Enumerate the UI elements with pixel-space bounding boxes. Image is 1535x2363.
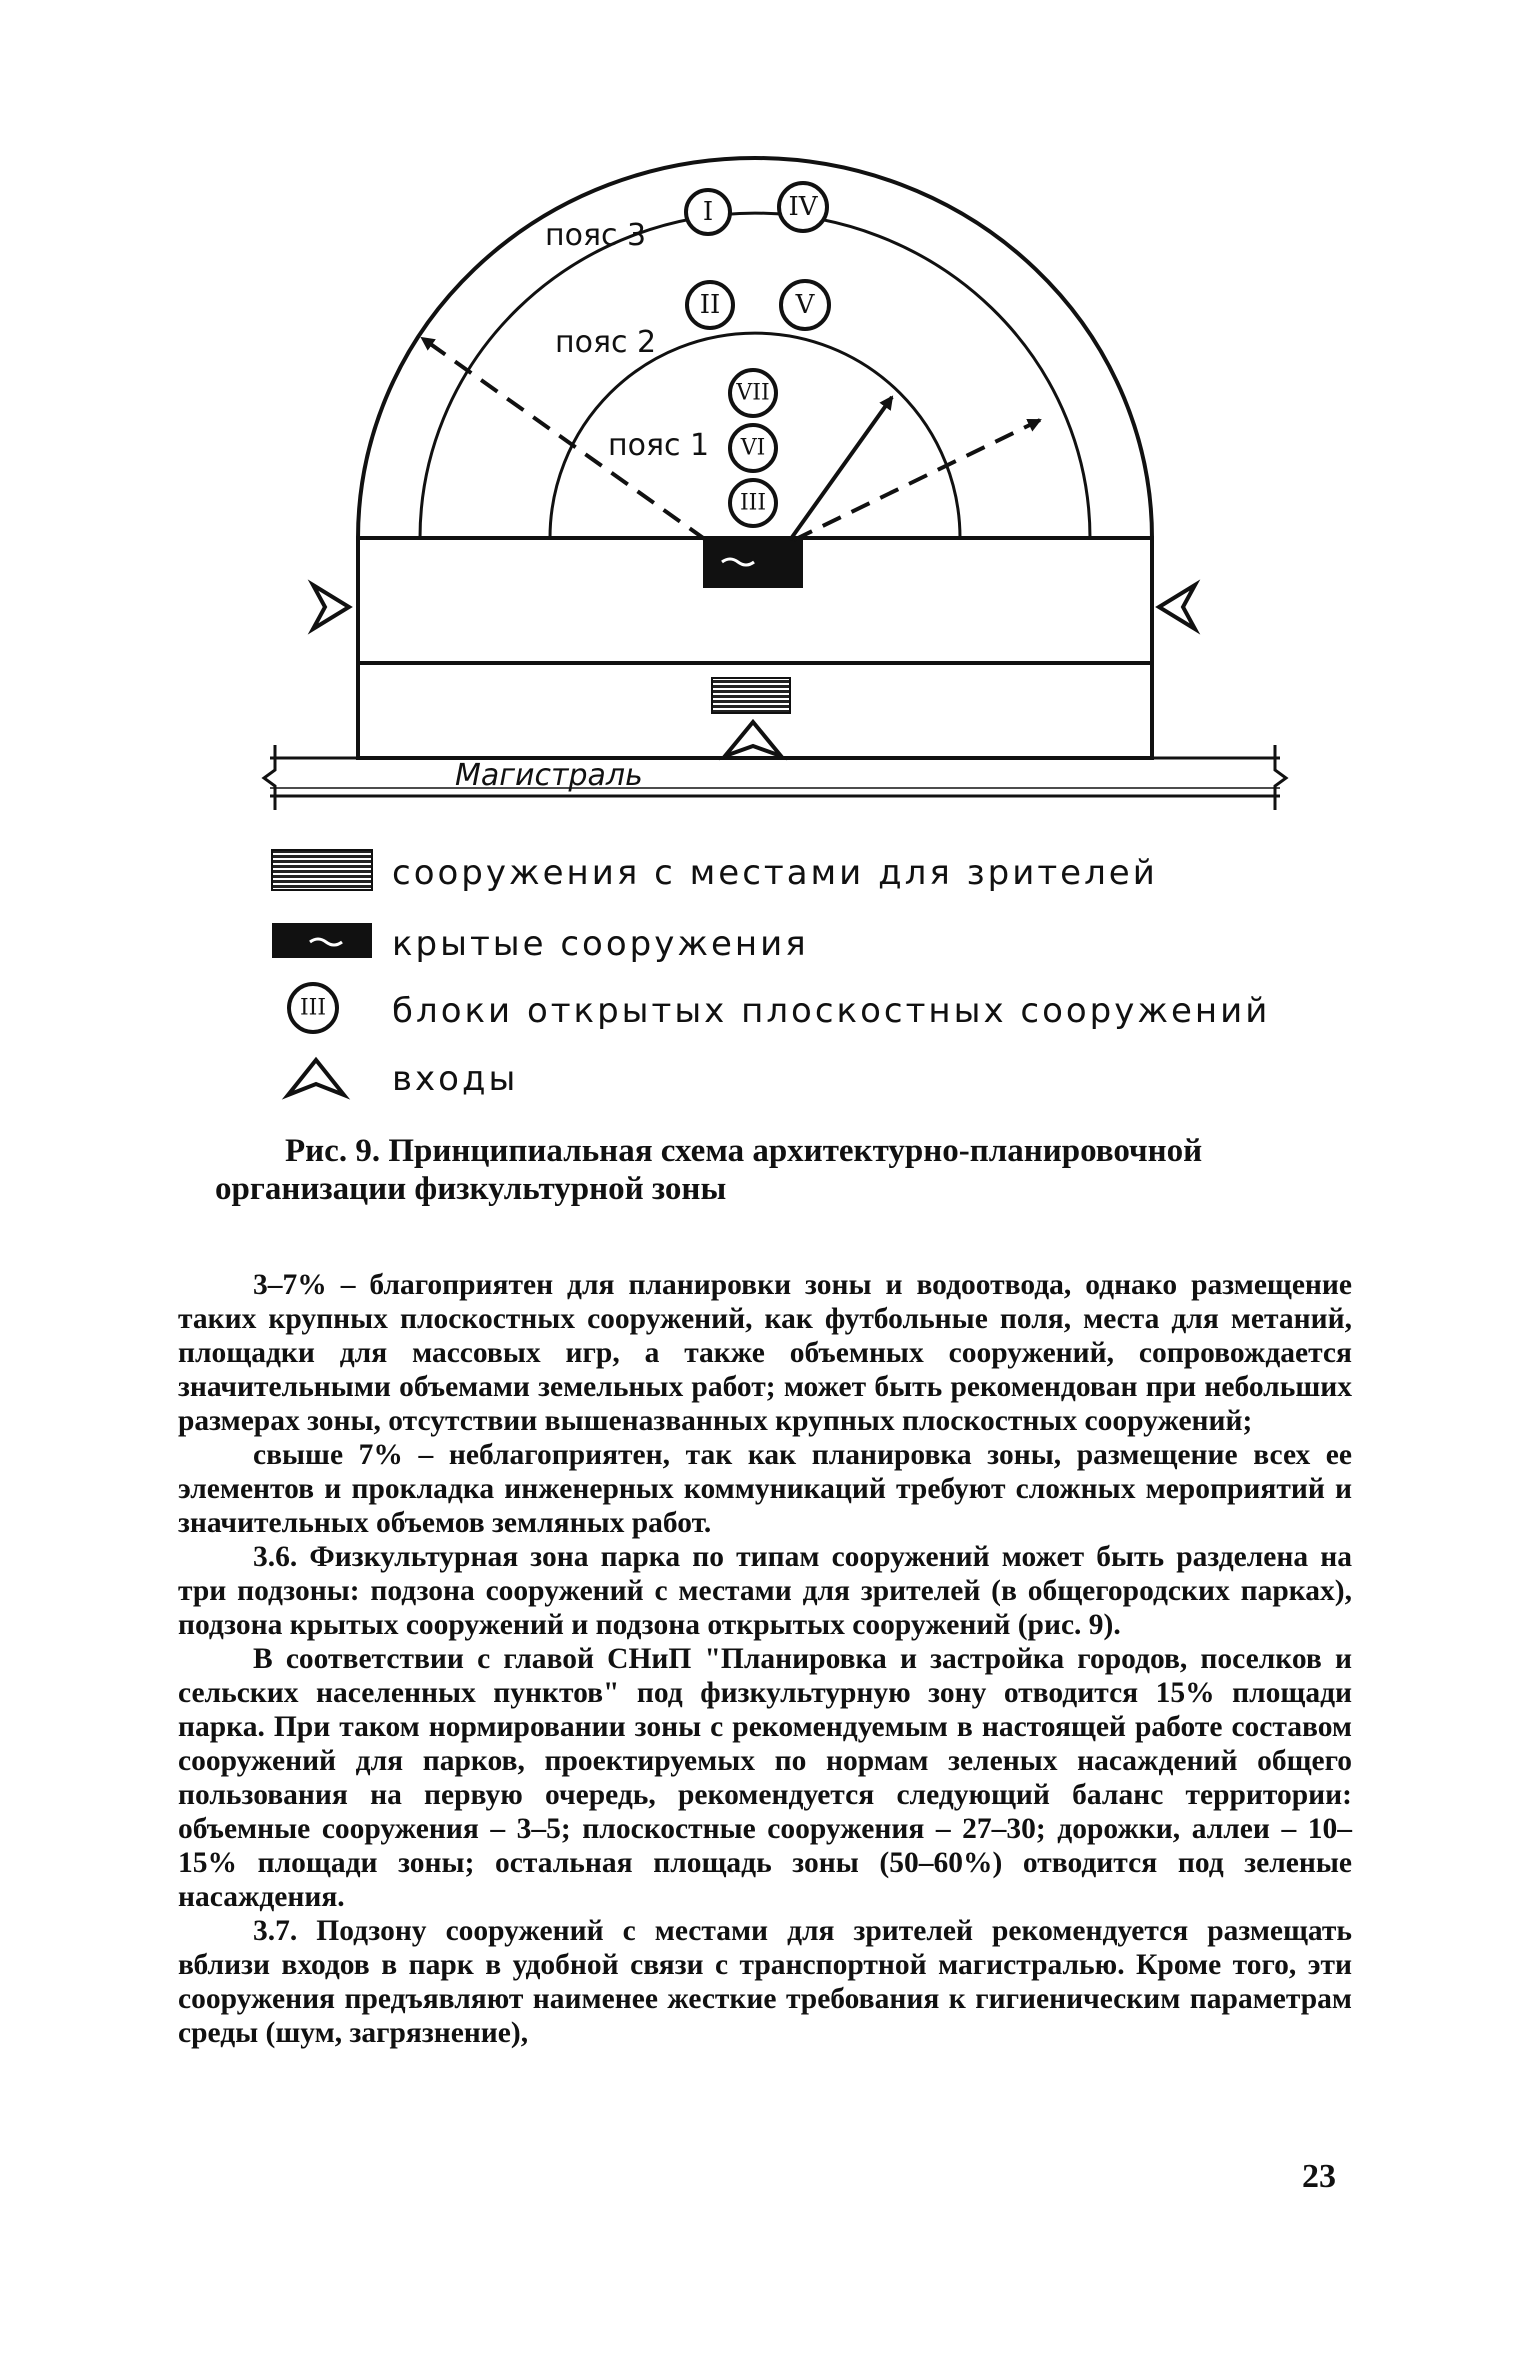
paragraph-3-7: 3.7. Подзону сооружений с местами для зрителей рекомендуется размещать вблизи входов в парк в удобной связи с транспортной магистралью. Кроме того, эти сооружения предъявляют наименее жесткие требования к гигиеническим параметрам среды (шум, загрязнение), <box>178 1915 1352 2049</box>
road-break-right <box>1275 745 1286 810</box>
paragraph-snip: В соответствии с главой СНиП "Планировка и застройка городов, поселков и сельских населенных пунктов" под физкультурную зону отводится 15% площади парка. При таком нормировании зоны с рекомендуемым в настоящей работе составом сооружений для парков, проектируемых по нормам зеленых насаждений общего пользования на первую очередь, рекомендуется следующий баланс территории: объемные сооружения – 3–5; плоскостные сооружения – 27–30; дорожки, аллеи – 10–15% площади зоны; остальная площадь зоны (50–60%) отводится под зеленые насаждения. <box>178 1643 1352 1913</box>
road-label: Магистраль <box>455 758 643 793</box>
legend-blocks-label: блоки открытых плоскостных сооружений <box>392 991 1271 1031</box>
legend-spectator-swatch <box>272 850 372 890</box>
entrance-bottom-icon <box>725 722 781 756</box>
block-iv-label: IV <box>788 192 818 222</box>
legend-entrance-icon <box>288 1060 344 1095</box>
block-i-label: I <box>702 197 714 227</box>
block-v-label: V <box>795 290 815 320</box>
belt-1-label: пояс 1 <box>608 428 710 463</box>
road-break-left <box>264 745 275 810</box>
belt-3-label: пояс 3 <box>545 218 647 253</box>
figure-caption <box>215 1132 1325 1208</box>
caption-line-1: Рис. 9. Принципиальная схема архитектурно-планировочной <box>285 1133 1203 1169</box>
zone-diagram <box>0 0 1535 1130</box>
caption-line-2: организации физкультурной зоны <box>215 1171 727 1207</box>
legend-spectator-label: сооружения с местами для зрителей <box>392 853 1158 893</box>
block-ii-label: II <box>699 290 721 320</box>
block-iii-label: III <box>739 490 767 516</box>
legend-entrances-label: входы <box>392 1059 519 1099</box>
legend-covered-label: крытые сооружения <box>392 924 809 964</box>
entrance-right-icon <box>1159 585 1195 629</box>
belt-2-label: пояс 2 <box>555 325 657 360</box>
spectator-building <box>712 678 790 713</box>
paragraph-slope-3-7: 3–7% – благоприятен для планировки зоны и водоотвода, однако размещение таких крупных плоскостных сооружений, как футбольные поля, места для метаний, площадки для массовых игр, а также объемных сооружений, сопровождается значительными объемами земельных работ; может быть рекомендован при небольших размерах зоны, отсутствии вышеназванных крупных плоскостных сооружений; <box>178 1269 1352 1437</box>
block-vii-label: VII <box>736 380 770 406</box>
body-text <box>178 1268 1352 2050</box>
page-number: 23 <box>1302 2158 1336 2195</box>
paragraph-slope-over-7: свыше 7% – неблагоприятен, так как планировка зоны, размещение всех ее элементов и прокладка инженерных коммуникаций требуют сложных мероприятий и значительных объемов земляных работ. <box>178 1439 1352 1539</box>
legend-block-symbol: III <box>299 995 327 1021</box>
paragraph-3-6: 3.6. Физкультурная зона парка по типам сооружений может быть разделена на три подзоны: подзона сооружений с местами для зрителей (в общегородских парках), подзона крытых сооружений и подзона открытых сооружений (рис. 9). <box>178 1541 1352 1641</box>
entrance-left-icon <box>313 585 349 629</box>
block-vi-label: VI <box>740 435 766 461</box>
